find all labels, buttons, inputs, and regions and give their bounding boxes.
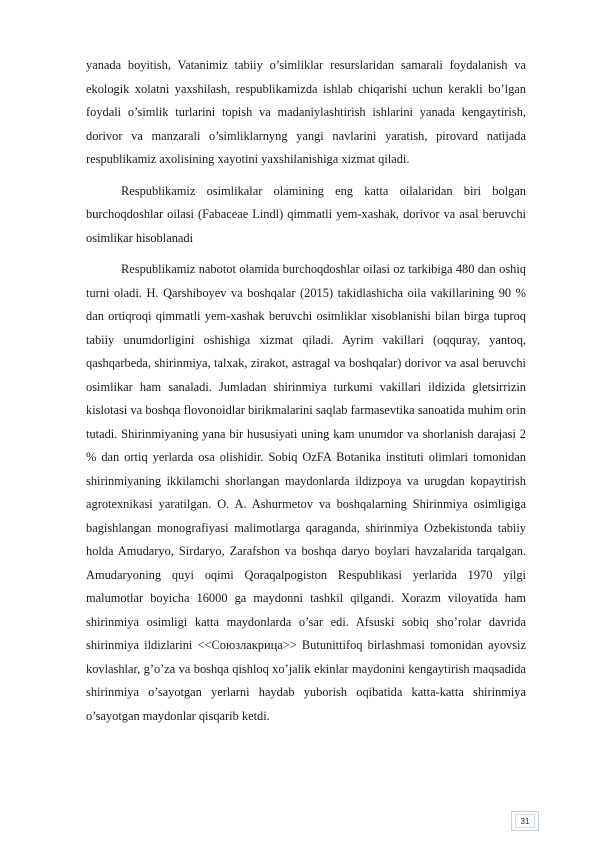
paragraph-1: yanada boyitish, Vatanimiz tabiiy o’simliklar resurslaridan samarali foydalanish va ekologik xolatni yaxshilash, respublikamizda ishlab chiqarishi uchun kerakli bo’lgan foydali o’simlik turlarini topish va madaniylashtirish ishlarini yanada kengaytirish, dorivor va manzarali o’simliklarnyng yangi navlarini yaratish, pirovard natijada respublikamiz axolisining xayotini yaxshilanishiga xizmat qiladi. <box>86 58 526 166</box>
document-body <box>86 54 526 728</box>
paragraph-2: Respublikamiz osimlikalar olamining eng katta oilalaridan biri bolgan burchoqdoshlar oilasi (Fabaceae Lindl) qimmatli yem-xashak, dorivor va asal beruvchi osimlikar hisoblanadi <box>86 183 526 245</box>
paragraph-3: Respublikamiz nabotot olamida burchoqdoshlar oilasi oz tarkibiga 480 dan oshiq turni oladi. H. Qarshiboyev va boshqalar (2015) takidlashicha oila vakillarining 90 % dan ortiqroqi qimmatli yem-xashak beruvchi osimliklar xisoblanishi bilan birga tuproq tabiiy unumdorligini oshishiga xizmat qiladi. Ayrim vakillari (oqquray, yantoq, qashqarbeda, shirinmiya, talxak, zirakot, astragal va boshqalar) dorivor va asal beruvchi osimlikar ham sanaladi. Jumladan shirinmiya turkumi vakillari ildizida gletsirrizin kislotasi va boshqa flovonoidlar birikmalarini saqlab farmasevtika sanoatida muhim orin tutadi. Shirinmiyaning yana bir hususiyati uning kam unumdor va shorlanish darajasi 2 % dan ortiq yerlarda osa olishidir. Sobiq OzFA Botanika instituti olimlari tomonidan shirinmiyaning ikkilamchi shorlangan maydonlarda ildizpoya va urugdan kopaytirish agrotexnikasi yaratilgan. O. A. Ashurmetov va boshqalarning Shirinmiya osimligiga bagishlangan monografiyasi malimotlarga qaraganda, shirinmiya Ozbekistonda tabiiy holda Amudaryo, Sirdaryo, Zarafshon va boshqa daryo boylari havzalarida tarqalgan. Amudaryoning quyi oqimi Qoraqalpogiston Respublikasi yerlarida 1970 yilgi malumotlar boyicha 16000 ga maydonni tashkil qilgandi. Xorazm viloyatida ham shirinmiya osimligi katta maydonlarda o’sar edi. Afsuski sobiq sho’rolar davrida shirinmiya ildizlarini <<Союзлакрица>> Butunittifoq birlashmasi tomonidan ayovsiz kovlashlar, g’o’za va boshqa qishloq xo’jalik ekinlar maydonini kengaytirish maqsadida shirinmiya o’sayotgan yerlarni haydab yuborish oqibatida katta-katta shirinmiya o’sayotgan maydonlar qisqarib ketdi. <box>86 262 526 723</box>
page-number-box <box>511 811 539 831</box>
page-number: 31 <box>515 814 535 828</box>
